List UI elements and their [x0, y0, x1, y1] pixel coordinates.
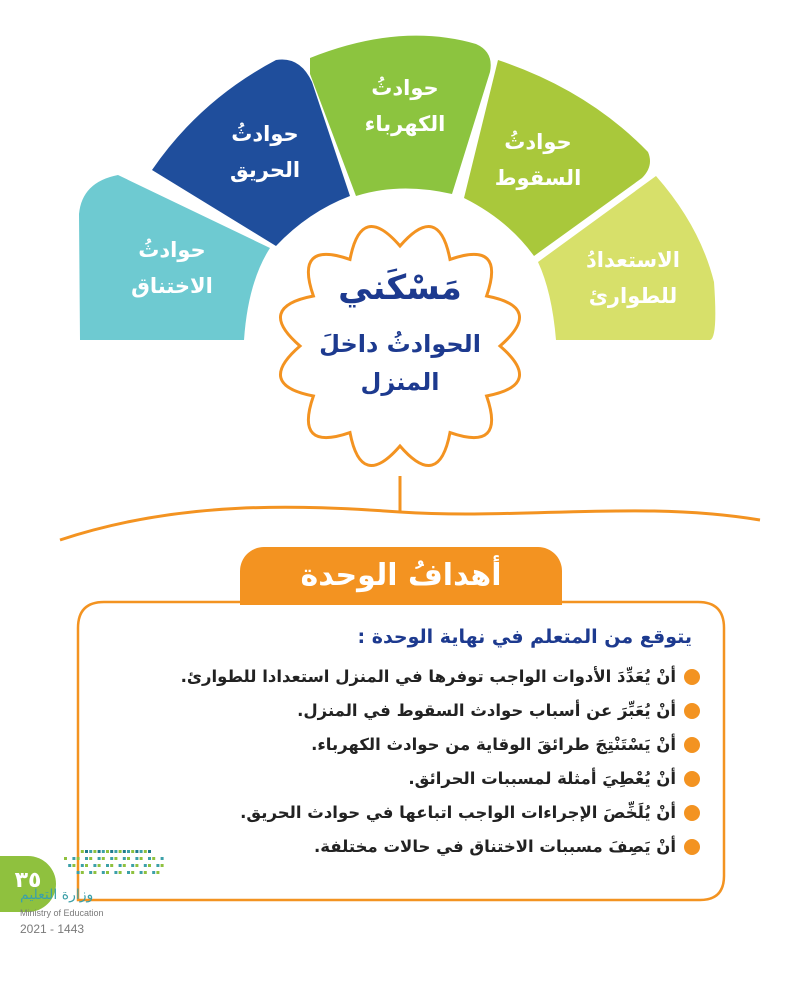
segment-suffocation-label: حوادثُ الاختناق	[131, 238, 213, 298]
logo-dot	[144, 864, 147, 867]
unit-subtitle-line1: الحوادثُ داخلَ	[319, 330, 481, 358]
orange-dot-icon	[684, 703, 700, 719]
logo-dot	[123, 864, 126, 867]
orange-dot-icon	[684, 737, 700, 753]
objectives-intro: يتوقع من المتعلم في نهاية الوحدة :	[357, 626, 692, 648]
logo-dot	[123, 850, 126, 853]
logo-dot	[81, 864, 84, 867]
segment-falls-label: حوادثُ السقوط	[494, 130, 582, 190]
orange-dot-icon	[684, 839, 700, 855]
logo-dot	[161, 857, 164, 860]
logo-dot	[93, 864, 96, 867]
logo-dot	[131, 850, 134, 853]
objectives-banner: أهدافُ الوحدة	[240, 547, 562, 605]
logo-dot	[152, 857, 155, 860]
logo-dot	[114, 850, 117, 853]
logo-dot	[148, 864, 151, 867]
objective-item: أنْ يَسْتَنْتِجَ طرائقَ الوقاية من حوادث الكهرباء.	[100, 728, 700, 762]
logo-dot	[72, 857, 75, 860]
orange-dot-icon	[684, 805, 700, 821]
logo-dot	[102, 857, 105, 860]
logo-dot	[110, 864, 113, 867]
logo-dot	[119, 864, 122, 867]
page-number: ٣٥	[0, 856, 56, 912]
logo-dot	[114, 857, 117, 860]
logo-dot	[156, 871, 159, 874]
logo-dot	[152, 871, 155, 874]
logo-dot	[89, 850, 92, 853]
ministry-name-english: Ministry of Education	[20, 908, 104, 918]
logo-dot	[81, 850, 84, 853]
objectives-list	[100, 660, 700, 864]
logo-dot	[110, 850, 113, 853]
logo-dot	[140, 857, 143, 860]
logo-dot	[110, 857, 113, 860]
logo-dot	[72, 864, 75, 867]
logo-dot	[77, 871, 80, 874]
logo-dot	[98, 857, 101, 860]
logo-dot	[93, 871, 96, 874]
unit-title: مَسْكَني	[338, 268, 462, 308]
objective-item: أنْ يُعْطِيَ أمثلة لمسببات الحرائق.	[100, 762, 700, 796]
logo-dot	[148, 850, 151, 853]
ministry-logo-icon	[62, 846, 166, 882]
logo-dot	[106, 864, 109, 867]
logo-dot	[64, 857, 67, 860]
orange-dot-icon	[684, 669, 700, 685]
segment-emergency-label: الاستعدادُ للطوارئ	[585, 248, 681, 308]
ministry-name-arabic: وزارة التعليم	[20, 887, 94, 903]
logo-dot	[140, 850, 143, 853]
logo-dot	[81, 871, 84, 874]
logo-dot	[102, 871, 105, 874]
logo-dot	[127, 850, 130, 853]
decorative-wave	[60, 507, 760, 540]
logo-dot	[93, 850, 96, 853]
logo-dot	[114, 871, 117, 874]
logo-dot	[106, 850, 109, 853]
objective-item: أنْ يَصِفَ مسببات الاختناق في حالات مختلفة.	[100, 830, 700, 864]
logo-dot	[85, 864, 88, 867]
edition-year: 2021 - 1443	[20, 922, 85, 936]
logo-dot	[135, 864, 138, 867]
logo-dot	[119, 850, 122, 853]
logo-dot	[135, 857, 138, 860]
orange-dot-icon	[684, 771, 700, 787]
logo-dot	[148, 857, 151, 860]
objective-item: أنْ يُلَخِّصَ الإجراءات الواجب اتباعها في حوادث الحريق.	[100, 796, 700, 830]
logo-dot	[119, 871, 122, 874]
logo-dot	[77, 857, 80, 860]
logo-dot	[89, 857, 92, 860]
segment-fire-label: حوادثُ الحريق	[229, 122, 301, 182]
logo-dot	[123, 857, 126, 860]
segment-electricity-label: حوادثُ الكهرباء	[364, 76, 446, 136]
logo-dot	[135, 850, 138, 853]
logo-dot	[156, 864, 159, 867]
logo-dot	[131, 871, 134, 874]
logo-dot	[106, 871, 109, 874]
logo-dot	[89, 871, 92, 874]
logo-dot	[161, 864, 164, 867]
logo-dot	[131, 864, 134, 867]
logo-dot	[144, 850, 147, 853]
objective-item: أنْ يُعَدِّدَ الأدوات الواجب توفرها في المنزل استعدادا للطوارئ.	[100, 660, 700, 694]
logo-dot	[85, 857, 88, 860]
logo-dot	[98, 864, 101, 867]
logo-dot	[102, 850, 105, 853]
logo-dot	[85, 850, 88, 853]
logo-dot	[127, 857, 130, 860]
logo-dot	[140, 871, 143, 874]
objective-item: أنْ يُعَبِّرَ عن أسباب حوادث السقوط في المنزل.	[100, 694, 700, 728]
logo-dot	[68, 864, 71, 867]
logo-dot	[144, 871, 147, 874]
unit-subtitle-line2: المنزل	[360, 368, 440, 396]
logo-dot	[98, 850, 101, 853]
logo-dot	[127, 871, 130, 874]
